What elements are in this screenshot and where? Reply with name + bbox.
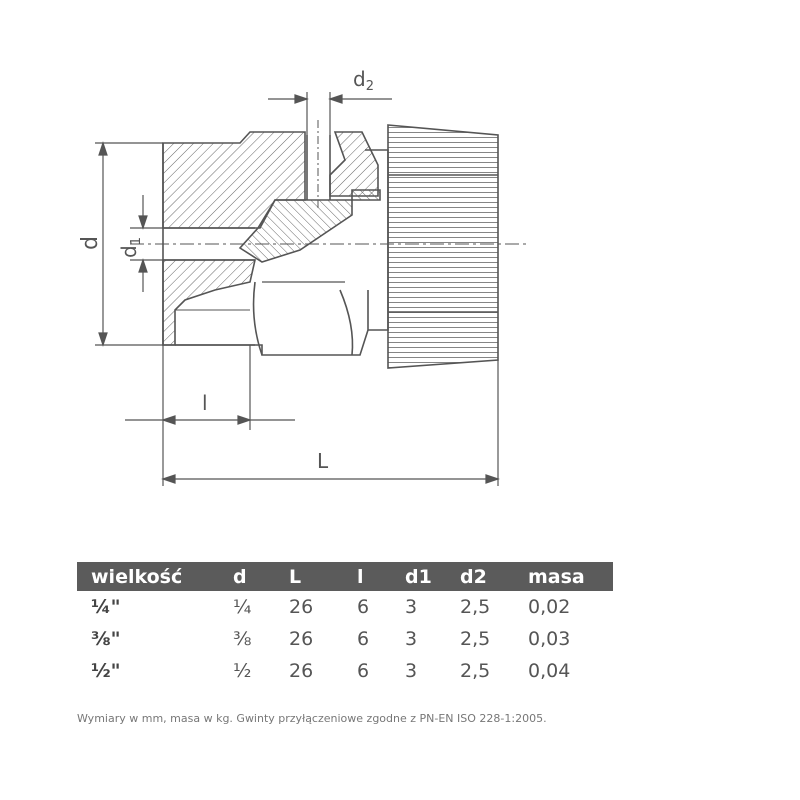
cell-size: ⅜" (91, 628, 121, 650)
cell-d: ½ (233, 660, 252, 682)
label-d: d (78, 236, 103, 250)
cell-d2: 2,5 (460, 628, 491, 650)
label-l: l (202, 391, 208, 415)
cell-d1: 3 (405, 660, 418, 682)
header-l: l (357, 562, 405, 591)
cell-L: 26 (289, 596, 314, 618)
footnote: Wymiary w mm, masa w kg. Gwinty przyłączeniowe zgodne z PN-EN ISO 228-1:2005. (77, 712, 547, 725)
cell-l: 6 (357, 660, 370, 682)
header-L: L (289, 562, 357, 591)
table-header-row (77, 562, 613, 591)
dimension-d2 (268, 92, 392, 135)
header-d1: d1 (405, 562, 460, 591)
label-L: L (317, 449, 329, 473)
cell-d: ⅜ (233, 628, 252, 650)
header-d: d (233, 562, 289, 591)
cell-d1: 3 (405, 628, 418, 650)
table-row (77, 655, 613, 687)
vent-hole (307, 120, 330, 210)
cell-d2: 2,5 (460, 596, 491, 618)
header-mass: masa (528, 562, 613, 591)
cell-d1: 3 (405, 596, 418, 618)
table-row (77, 591, 613, 623)
spec-table (77, 562, 613, 687)
cell-size: ¼" (91, 596, 121, 618)
cell-mass: 0,02 (528, 596, 571, 618)
knurled-knob (365, 125, 498, 368)
label-d1: $d_1$ (117, 237, 144, 258)
cell-d: ¼ (233, 596, 252, 618)
dimension-l (125, 345, 295, 430)
header-size: wielkość (77, 562, 233, 591)
cell-L: 26 (289, 660, 314, 682)
cell-mass: 0,04 (528, 660, 571, 682)
cell-l: 6 (357, 596, 370, 618)
label-d2: $d_2$ (353, 67, 374, 94)
cell-mass: 0,03 (528, 628, 571, 650)
cell-d2: 2,5 (460, 660, 491, 682)
cell-l: 6 (357, 628, 370, 650)
cell-L: 26 (289, 628, 314, 650)
table-row (77, 623, 613, 655)
header-d2: d2 (460, 562, 528, 591)
dimension-L (163, 360, 498, 486)
cell-size: ½" (91, 660, 121, 682)
